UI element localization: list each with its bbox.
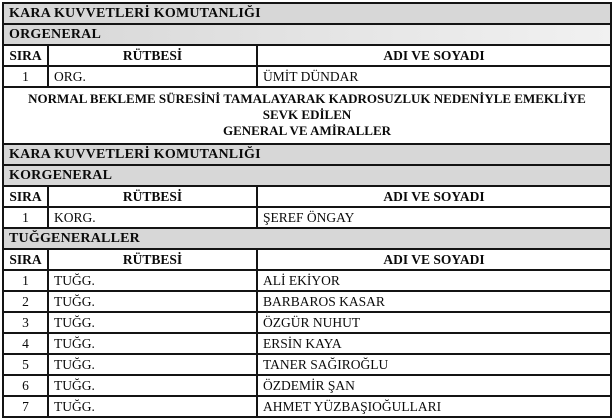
column-header-row <box>3 45 611 66</box>
rutbe-cell: TUĞG. <box>48 375 257 396</box>
rutbe-cell: TUĞG. <box>48 312 257 333</box>
column-header-adi-ve-soyadi: ADI VE SOYADI <box>257 45 611 66</box>
sira-cell: 3 <box>3 312 48 333</box>
note-line-2: GENERAL VE AMİRALLER <box>222 123 392 138</box>
column-header-sira: SIRA <box>3 186 48 207</box>
note-line-1: NORMAL BEKLEME SÜRESİNİ TAMALAYARAK KADROSUZLUK NEDENİYLE EMEKLİYE SEVK EDİLEN <box>28 91 586 122</box>
column-header-adi-ve-soyadi: ADI VE SOYADI <box>257 186 611 207</box>
column-header-sira: SIRA <box>3 45 48 66</box>
table-row <box>3 66 611 87</box>
table-row <box>3 354 611 375</box>
column-header-rutbesi: RÜTBESİ <box>48 249 257 270</box>
rutbe-cell: TUĞG. <box>48 291 257 312</box>
section-band-label: TUĞGENERALLER <box>3 228 611 249</box>
name-cell: ÖZGÜR NUHUT <box>257 312 611 333</box>
rutbe-cell: TUĞG. <box>48 270 257 291</box>
sira-cell: 6 <box>3 375 48 396</box>
column-header-adi-ve-soyadi: ADI VE SOYADI <box>257 249 611 270</box>
section-band-row <box>3 228 611 249</box>
note-text <box>3 87 611 144</box>
sira-cell: 4 <box>3 333 48 354</box>
rutbe-cell: ORG. <box>48 66 257 87</box>
sira-cell: 1 <box>3 207 48 228</box>
sira-cell: 5 <box>3 354 48 375</box>
section-band-label: KORGENERAL <box>3 165 611 186</box>
sira-cell: 7 <box>3 396 48 417</box>
column-header-row <box>3 249 611 270</box>
name-cell: ŞEREF ÖNGAY <box>257 207 611 228</box>
section-band-label: ORGENERAL <box>3 24 611 45</box>
table-row <box>3 270 611 291</box>
section-band-row <box>3 144 611 165</box>
section-band-row <box>3 3 611 24</box>
name-cell: TANER SAĞIROĞLU <box>257 354 611 375</box>
name-cell: ÜMİT DÜNDAR <box>257 66 611 87</box>
table-row <box>3 333 611 354</box>
name-cell: ALİ EKİYOR <box>257 270 611 291</box>
section-band-row <box>3 165 611 186</box>
section-band-label: KARA KUVVETLERİ KOMUTANLIĞI <box>3 144 611 165</box>
section-band-label: KARA KUVVETLERİ KOMUTANLIĞI <box>3 3 611 24</box>
column-header-row <box>3 186 611 207</box>
name-cell: BARBAROS KASAR <box>257 291 611 312</box>
personnel-table <box>2 2 612 418</box>
table-row <box>3 312 611 333</box>
rutbe-cell: KORG. <box>48 207 257 228</box>
name-cell: ERSİN KAYA <box>257 333 611 354</box>
rutbe-cell: TUĞG. <box>48 333 257 354</box>
note-row <box>3 87 611 144</box>
table-row <box>3 375 611 396</box>
column-header-rutbesi: RÜTBESİ <box>48 186 257 207</box>
sira-cell: 1 <box>3 66 48 87</box>
table-row <box>3 291 611 312</box>
table-row <box>3 396 611 417</box>
sira-cell: 1 <box>3 270 48 291</box>
column-header-rutbesi: RÜTBESİ <box>48 45 257 66</box>
table-row <box>3 207 611 228</box>
column-header-sira: SIRA <box>3 249 48 270</box>
rutbe-cell: TUĞG. <box>48 396 257 417</box>
section-band-row <box>3 24 611 45</box>
name-cell: ÖZDEMİR ŞAN <box>257 375 611 396</box>
sira-cell: 2 <box>3 291 48 312</box>
name-cell: AHMET YÜZBAŞIOĞULLARI <box>257 396 611 417</box>
rutbe-cell: TUĞG. <box>48 354 257 375</box>
